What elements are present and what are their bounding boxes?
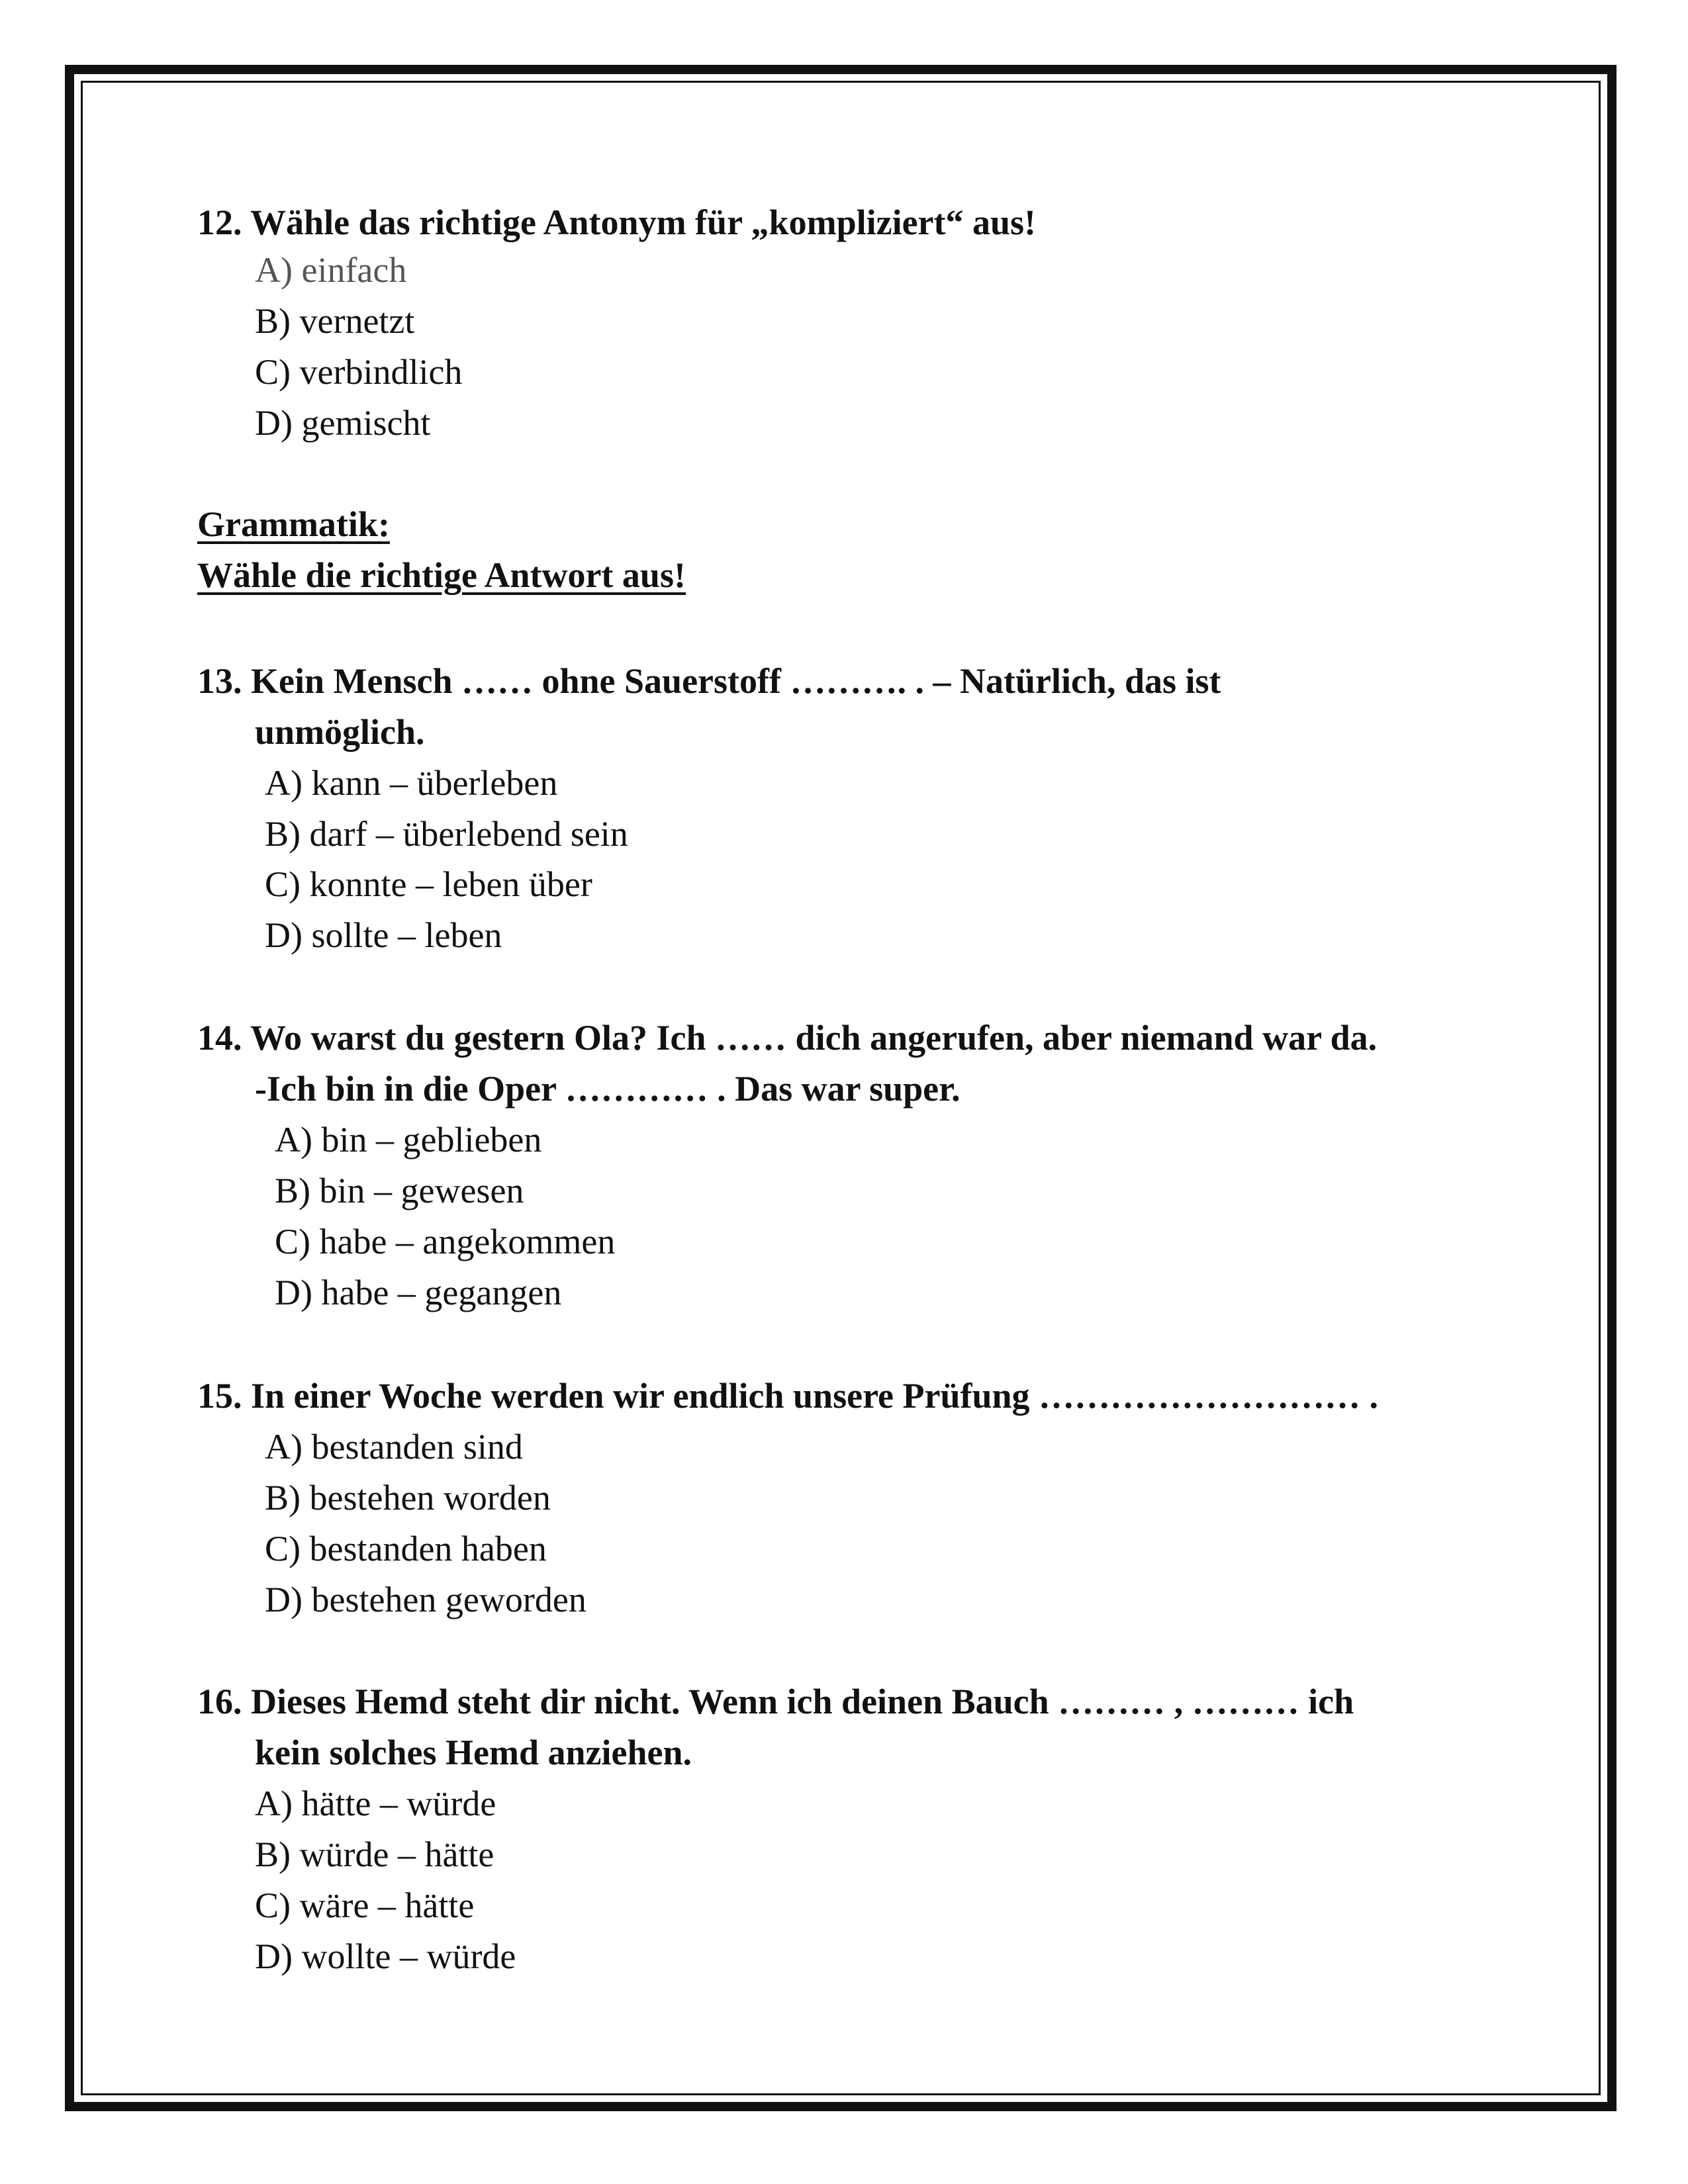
question-number: 16. bbox=[197, 1682, 242, 1721]
option-b[interactable]: B) bin – gewesen bbox=[275, 1171, 524, 1210]
option-d[interactable]: D) gemischt bbox=[255, 403, 431, 443]
option-a[interactable]: A) einfach bbox=[255, 250, 407, 290]
question-text: Dieses Hemd steht dir nicht. Wenn ich deinen Bauch ……… , ……… ich bbox=[251, 1682, 1354, 1721]
option-d[interactable]: D) wollte – würde bbox=[255, 1936, 516, 1976]
section-instruction: Wähle die richtige Antwort aus! bbox=[197, 555, 686, 595]
question-16-title bbox=[197, 1678, 1354, 1725]
option-c[interactable]: C) bestanden haben bbox=[265, 1529, 547, 1569]
option-d[interactable]: D) bestehen geworden bbox=[265, 1580, 586, 1619]
option-b[interactable]: B) würde – hätte bbox=[255, 1835, 494, 1874]
question-text-continued: -Ich bin in die Oper ………… . Das war super. bbox=[255, 1069, 961, 1109]
option-c[interactable]: C) konnte – leben über bbox=[265, 864, 592, 904]
option-b[interactable]: B) vernetzt bbox=[255, 301, 415, 341]
option-a[interactable]: A) kann – überleben bbox=[265, 763, 558, 803]
question-12-title bbox=[197, 199, 1036, 246]
option-b[interactable]: B) bestehen worden bbox=[265, 1478, 551, 1518]
section-heading: Grammatik: bbox=[197, 504, 390, 544]
question-14-title bbox=[197, 1014, 1377, 1062]
option-d[interactable]: D) sollte – leben bbox=[265, 915, 502, 955]
option-a[interactable]: A) bin – geblieben bbox=[275, 1120, 542, 1160]
question-text: Wähle das richtige Antonym für „kompliziert“ aus! bbox=[250, 203, 1037, 242]
question-number: 14. bbox=[197, 1018, 242, 1058]
option-b[interactable]: B) darf – überlebend sein bbox=[265, 814, 628, 854]
question-13-title bbox=[197, 657, 1221, 705]
option-c[interactable]: C) habe – angekommen bbox=[275, 1222, 616, 1261]
option-c[interactable]: C) wäre – hätte bbox=[255, 1886, 475, 1925]
question-text: Wo warst du gestern Ola? Ich …… dich angerufen, aber niemand war da. bbox=[250, 1018, 1378, 1058]
option-a[interactable]: A) hätte – würde bbox=[255, 1784, 496, 1823]
question-number: 13. bbox=[197, 661, 242, 701]
question-text: Kein Mensch …… ohne Sauerstoff ………. . – Natürlich, das ist bbox=[251, 661, 1221, 701]
question-text-continued: kein solches Hemd anziehen. bbox=[255, 1733, 692, 1772]
question-text: In einer Woche werden wir endlich unsere Prüfung ……………………… . bbox=[251, 1376, 1379, 1416]
option-a[interactable]: A) bestanden sind bbox=[265, 1427, 523, 1467]
question-number: 15. bbox=[197, 1376, 242, 1416]
option-c[interactable]: C) verbindlich bbox=[255, 352, 463, 392]
option-d[interactable]: D) habe – gegangen bbox=[275, 1273, 562, 1312]
question-15-title bbox=[197, 1372, 1378, 1420]
question-text-continued: unmöglich. bbox=[255, 712, 425, 752]
question-number: 12. bbox=[197, 203, 242, 242]
